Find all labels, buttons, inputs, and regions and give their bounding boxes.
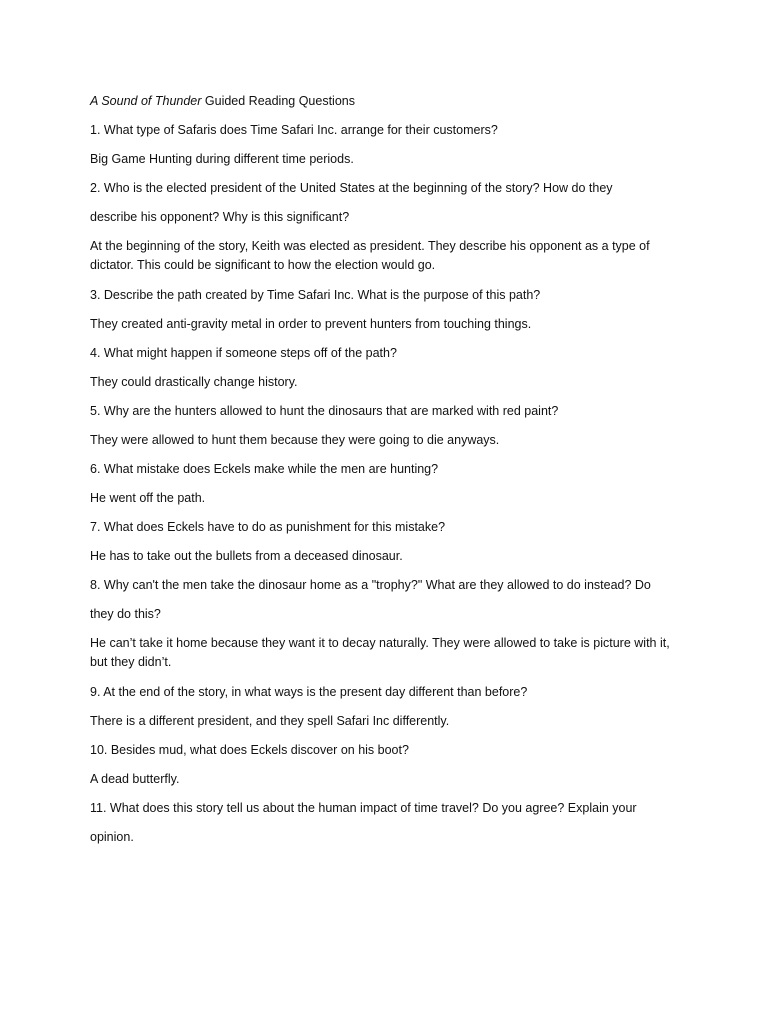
question-5: 5. Why are the hunters allowed to hunt the dinosaurs that are marked with red paint? (90, 404, 559, 418)
question-3: 3. Describe the path created by Time Safari Inc. What is the purpose of this path? (90, 288, 541, 302)
question-10: 10. Besides mud, what does Eckels discover on his boot? (90, 743, 409, 757)
question-6: 6. What mistake does Eckels make while the men are hunting? (90, 462, 439, 476)
answer-9: There is a different president, and they spell Safari Inc differently. (90, 714, 450, 728)
answer-10: A dead butterfly. (90, 772, 180, 786)
question-7: 7. What does Eckels have to do as punishment for this mistake? (90, 520, 446, 534)
question-4: 4. What might happen if someone steps off of the path? (90, 346, 397, 360)
answer-6: He went off the path. (90, 491, 206, 505)
answer-4: They could drastically change history. (90, 375, 298, 389)
document-title (90, 92, 690, 111)
answer-8: He can’t take it home because they want it to decay naturally. They were allowed to take is picture with it, but they didn’t. (90, 636, 670, 669)
question-11-line-2: opinion. (90, 830, 134, 844)
answer-2: At the beginning of the story, Keith was elected as president. They describe his opponent as a type of dictator. This could be significant to how the election would go. (90, 239, 650, 272)
question-2-line-2: describe his opponent? Why is this significant? (90, 210, 350, 224)
question-9: 9. At the end of the story, in what ways is the present day different than before? (90, 685, 528, 699)
question-11-line-1: 11. What does this story tell us about the human impact of time travel? Do you agree? Explain your (90, 801, 637, 815)
title-italic: A Sound of Thunder (90, 94, 202, 108)
title-rest: Guided Reading Questions (201, 94, 355, 108)
question-8-line-1: 8. Why can't the men take the dinosaur home as a "trophy?" What are they allowed to do instead? Do (90, 578, 651, 592)
question-2-line-1: 2. Who is the elected president of the United States at the beginning of the story? How do they (90, 181, 613, 195)
question-8-line-2: they do this? (90, 607, 161, 621)
answer-7: He has to take out the bullets from a deceased dinosaur. (90, 549, 403, 563)
answer-1: Big Game Hunting during different time periods. (90, 152, 354, 166)
answer-5: They were allowed to hunt them because they were going to die anyways. (90, 433, 500, 447)
question-1: 1. What type of Safaris does Time Safari Inc. arrange for their customers? (90, 123, 498, 137)
answer-3: They created anti-gravity metal in order to prevent hunters from touching things. (90, 317, 532, 331)
